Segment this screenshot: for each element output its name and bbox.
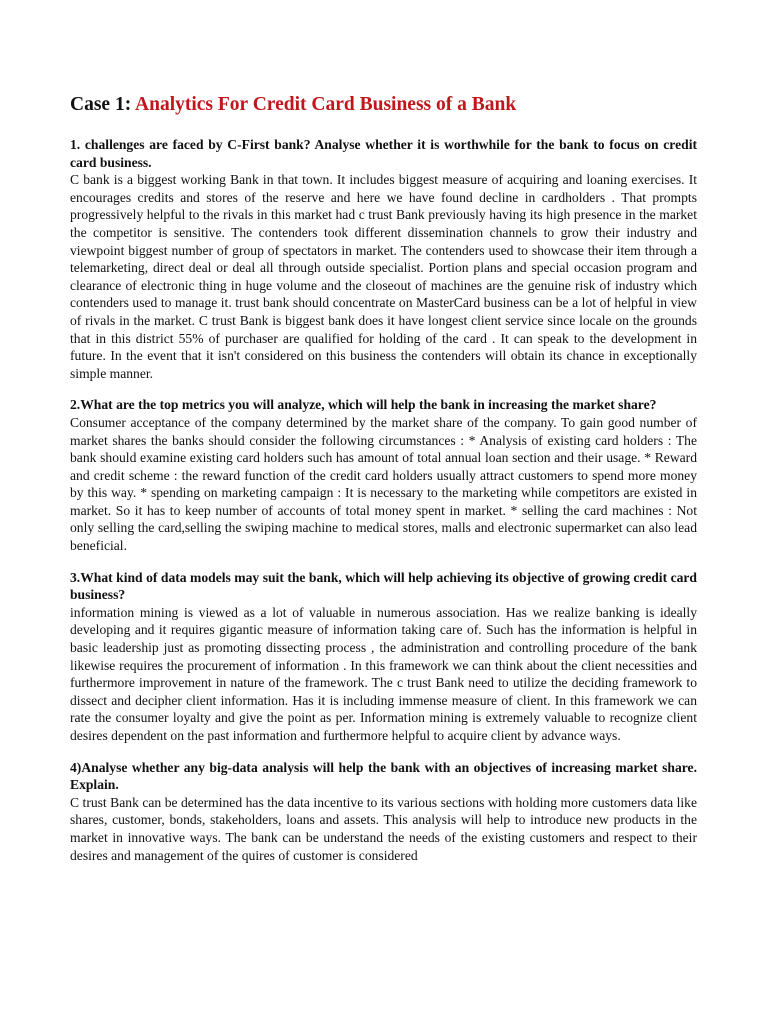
answer-1: C bank is a biggest working Bank in that town. It includes biggest measure of acquiring and loaning exercises. It encourages credits and stores of the reserve and here we have found decline in cardholders . That prompts progressively helpful to the rivals in this market had c trust Bank previously having its high presence in the market the competitor is sensitive. The contenders took different dissemination channels to grow their industry and viewpoint biggest number of group of spectators in market. The contenders used to showcase their item through a telemarketing, direct deal or deal all through outside specialist. Portion plans and special occasion program and clearance of electronic thing in huge volume and the closeout of machines are the genuine risk of industry which contenders used to manage it. trust bank should concentrate on MasterCard business can be a lot of helpful in view of rivals in the market. C trust Bank is biggest bank does it have longest client service since locale on the grounds that in this district 55% of purchaser are qualified for holding of the card . It can speak to the development in future. In the event that it isn't considered on this business the contenders will obtain its chance in exceptionally simple manner. [70, 172, 697, 381]
answer-4: C trust Bank can be determined has the data incentive to its various sections with holding more customers data like shares, customer, bonds, stakeholders, loans and assets. This analysis will help to introduce new products in the market in innovative ways. The bank can be understand the needs of the existing customers and respect to their desires and management of the quires of customer is considered [70, 794, 697, 863]
document-page [70, 92, 697, 878]
section-3 [70, 569, 697, 745]
section-2 [70, 396, 697, 554]
question-4: 4)Analyse whether any big-data analysis will help the bank with an objectives of increasing market share. Explain. [70, 759, 697, 793]
question-3: 3.What kind of data models may suit the bank, which will help achieving its objective of growing credit card business? [70, 569, 697, 603]
section-4 [70, 759, 697, 865]
answer-2: Consumer acceptance of the company determined by the market share of the company. To gain good number of market shares the banks should consider the following circumstances : * Analysis of existing card holders : The bank should examine existing card holders such has amount of total annual loan section and their usage. * Reward and credit scheme : the reward function of the credit card holders usually attract customers to spend more money by this way. * spending on marketing campaign : It is necessary to the marketing while competitors are existed in market. So it has to keep number of accounts of total money spent in market. * selling the card machines : Not only selling the card,selling the swiping machine to medical stores, malls and electronic supermarket can also lead beneficial. [70, 414, 697, 554]
case-title [70, 92, 697, 118]
section-1 [70, 136, 697, 382]
case-title-highlight: Analytics For Credit Card Business of a Bank [135, 94, 517, 115]
case-title-prefix: Case 1: [70, 94, 132, 115]
question-2: 2.What are the top metrics you will analyze, which will help the bank in increasing the market share? [70, 397, 657, 413]
answer-3: information mining is viewed as a lot of valuable in numerous association. Has we realize banking is ideally developing and it requires gigantic measure of information taking care of. Such has the information is helpful in basic leadership just as promoting dissecting process , the administration and controlling procedure of the bank likewise requires the procurement of information . In this framework we can think about the client necessities and furthermore improvement in nature of the framework. The c trust Bank need to utilize the deciding framework to dissect and decipher client information. Has it is including immense measure of client. In this framework we can rate the consumer loyalty and give the point as per. Information mining is extremely valuable to recognize client desires dependent on the past information and furthermore helpful to acquire client by advance ways. [70, 604, 697, 743]
question-1: 1. challenges are faced by C-First bank? Analyse whether it is worthwhile for the bank to focus on credit card business. [70, 137, 697, 170]
